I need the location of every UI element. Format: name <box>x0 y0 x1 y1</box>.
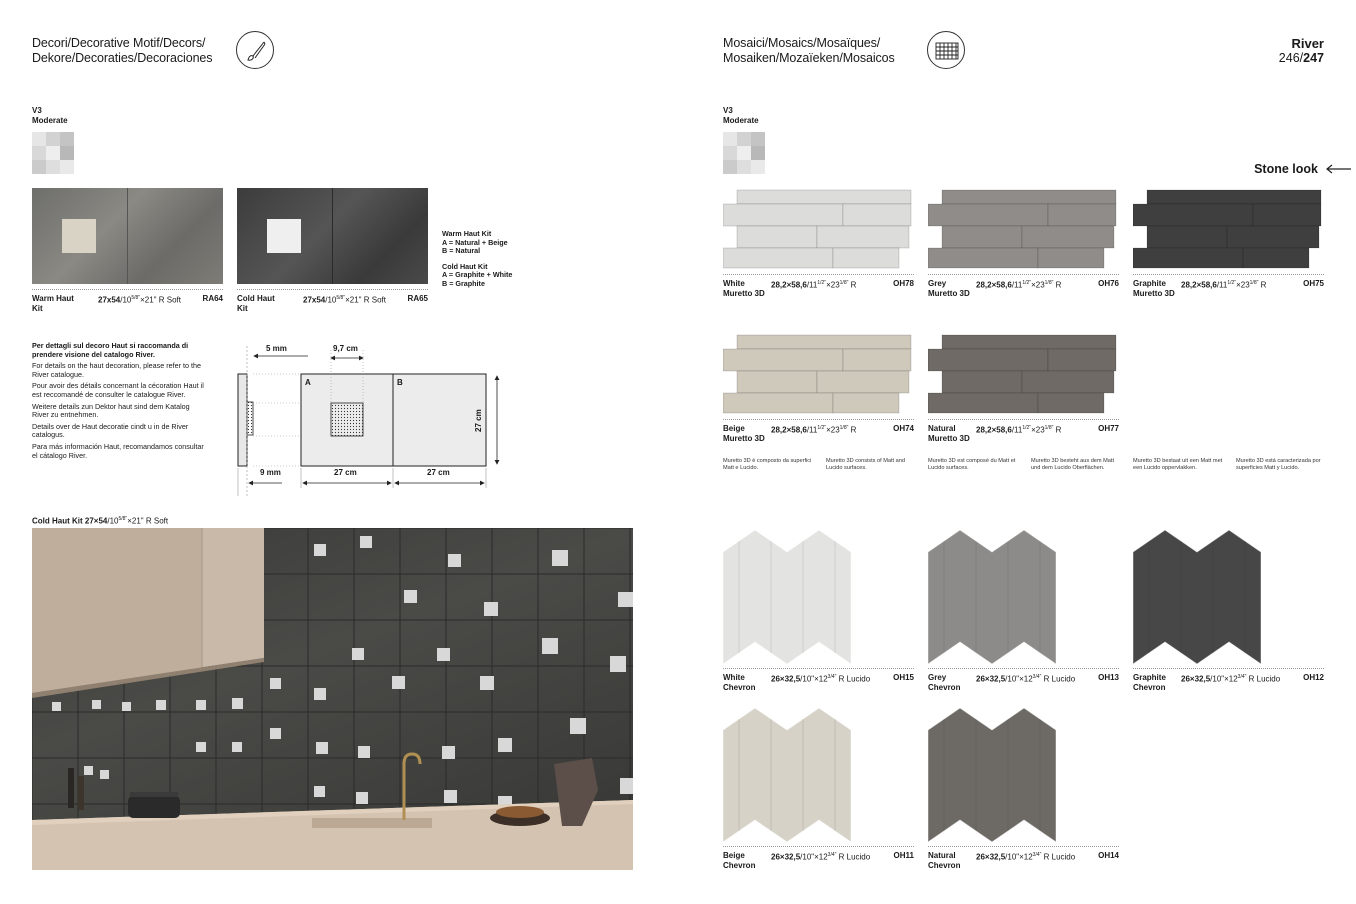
product-size: $26\times 32,5/10"\times 12^{3/4"}$ R Lucido <box>771 852 871 862</box>
product-code: OH76 <box>1098 279 1119 288</box>
note-es: Para más información Haut, recomandamos consultar el cátalogo River. <box>32 441 204 460</box>
desc-it: Muretto 3D è composto da superfici Matt e Lucido. <box>723 458 812 471</box>
warm-haut-kit-image <box>32 188 223 284</box>
product-name: Grey Muretto 3D <box>928 279 970 298</box>
product-name: Graphite Muretto 3D <box>1133 279 1175 298</box>
chevron-card <box>928 708 1119 872</box>
chevron-tile-image <box>1133 530 1263 664</box>
muretto-card <box>723 188 914 304</box>
product-size: $27x54/10^{5/8"}\times 21$" R Soft <box>98 295 181 305</box>
product-code: OH15 <box>893 673 914 682</box>
muretto-card <box>1133 188 1324 304</box>
note-en: For details on the haut decoration, please refer to the River catalogue. <box>32 361 202 379</box>
note-de: Weitere details zun Dektor haut sind dem Katalog River zu entnehmen. <box>32 401 190 420</box>
chevron-tile-image <box>723 708 853 842</box>
product-code: OH78 <box>893 279 914 288</box>
product-size: $28,2\times 58,6/11^{1/2"}\times 23^{1/8"}$ R <box>771 425 857 435</box>
product-code: OH77 <box>1098 424 1119 433</box>
chevron-tile-image <box>928 530 1058 664</box>
muretto-tile-image <box>1133 188 1324 272</box>
desc-nl: Muretto 3D bestaat uit een Matt met een Lucido oppervlakken. <box>1133 458 1223 471</box>
muretto-tile-image <box>723 333 914 417</box>
muretto-tile-image <box>723 188 914 272</box>
product-name: White Muretto 3D <box>723 279 765 298</box>
muretto-tile-image <box>928 333 1119 417</box>
left-page-header <box>32 36 212 66</box>
product-name: Natural Muretto 3D <box>928 424 970 443</box>
product-size: $28,2\times 58,6/11^{1/2"}\times 23^{1/8"}$ R <box>976 425 1062 435</box>
desc-en: Muretto 3D consists of Matt and Lucido surfaces. <box>826 458 905 471</box>
warm-kit-a: A = Natural + Beige <box>442 237 508 247</box>
cold-haut-kit-image <box>237 188 428 284</box>
product-size: $26\times 32,5/10"\times 12^{3/4"}$ R Lucido <box>976 674 1076 684</box>
product-name: Graphite Chevron <box>1133 673 1166 692</box>
product-code: OH13 <box>1098 673 1119 682</box>
catalogue-notes <box>32 342 204 463</box>
note-nl: Details over de Haut decoratie cindt u in de River catalogus. <box>32 421 189 440</box>
right-page-header <box>723 36 895 66</box>
brush-icon <box>236 31 274 69</box>
right-header-line-2: Mosaiken/Mozaïeken/Mosaicos <box>723 51 895 65</box>
chevron-card <box>723 708 914 872</box>
page-indicator <box>1279 36 1324 66</box>
product-name: Grey Chevron <box>928 673 961 692</box>
muretto-tile-image <box>928 188 1119 272</box>
warm-kit-b: B = Natural <box>442 246 481 256</box>
chevron-card <box>928 530 1119 694</box>
product-size: $28,2\times 58,6/11^{1/2"}\times 23^{1/8"}$ R <box>976 280 1062 290</box>
kitchen-photo <box>32 528 633 870</box>
mosaic-grid-icon <box>927 31 965 69</box>
product-code: OH75 <box>1303 279 1324 288</box>
product-code: OH12 <box>1303 673 1324 682</box>
chevron-tile-image <box>928 708 1058 842</box>
product-name: Warm Haut Kit <box>32 294 74 313</box>
brand-title: River <box>1291 36 1324 51</box>
photo-caption: Cold Haut Kit $27\times 54/10^{5/8"}\times 21$" R Soft <box>32 516 169 526</box>
product-code: RA64 <box>202 294 223 303</box>
cold-kit-a: A = Graphite + White <box>442 270 513 280</box>
variation-text: Moderate <box>723 116 759 125</box>
desc-de: Muretto 3D besteht aus dem Matt und dem Lucido Oberflächen. <box>1031 458 1115 471</box>
product-name: Natural Chevron <box>928 851 961 870</box>
product-size: $26\times 32,5/10"\times 12^{3/4"}$ R Lucido <box>976 852 1076 862</box>
desc-fr: Muretto 3D est composé du Matt et Lucido surfaces. <box>928 458 1016 471</box>
stone-look-tag <box>1254 162 1352 176</box>
right-variation-label <box>723 106 759 126</box>
product-size: $26\times 32,5/10"\times 12^{3/4"}$ R Lucido <box>771 674 871 684</box>
product-code: OH11 <box>893 851 914 860</box>
product-size: $26\times 32,5/10"\times 12^{3/4"}$ R Lucido <box>1181 674 1281 684</box>
product-size: $28,2\times 58,6/11^{1/2"}\times 23^{1/8"}$ R <box>771 280 857 290</box>
product-name: White Chevron <box>723 673 756 692</box>
dim-27cm-vertical: 27 cm <box>474 409 483 432</box>
warm-kit-title: Warm Haut Kit <box>442 229 492 238</box>
cold-kit-title: Cold Haut Kit <box>442 261 488 271</box>
product-code: OH74 <box>893 424 914 433</box>
left-header-line-1: Decori/Decorative Motif/Decors/ <box>32 36 206 50</box>
kit-dimension-diagram <box>232 338 502 498</box>
left-variation-label <box>32 106 68 126</box>
dim-9-7cm: 9,7 cm <box>333 344 358 353</box>
product-name: Beige Chevron <box>723 851 756 870</box>
stone-look-label: Stone look <box>1254 162 1318 176</box>
muretto-card <box>928 333 1119 449</box>
variation-code: V3 <box>723 106 733 115</box>
dim-9mm: 9 mm <box>260 468 281 477</box>
right-header-line-1: Mosaici/Mosaics/Mosaïques/ <box>723 36 881 50</box>
product-name: Beige Muretto 3D <box>723 424 765 443</box>
muretto-card <box>928 188 1119 304</box>
tile-label-b: B <box>397 378 403 387</box>
dim-5mm: 5 mm <box>266 344 287 353</box>
arrow-left-icon <box>1326 164 1352 174</box>
product-name: Cold Haut Kit <box>237 294 275 313</box>
product-size: $27x54/10^{5/8"}\times 21$" R Soft <box>303 295 386 305</box>
dim-27cm-b: 27 cm <box>427 468 450 477</box>
kit-composition-info <box>442 230 512 289</box>
desc-es: Muretto 3D está caracterizada por superficies Matt y Lucido. <box>1236 458 1321 471</box>
chevron-card <box>723 530 914 694</box>
chevron-tile-image <box>723 530 853 664</box>
product-code: OH14 <box>1098 851 1119 860</box>
product-code: RA65 <box>407 294 428 303</box>
chevron-card <box>1133 530 1324 694</box>
variation-swatch-right <box>723 132 765 174</box>
tile-label-a: A <box>305 378 311 387</box>
muretto-card <box>723 333 914 449</box>
variation-code: V3 <box>32 106 42 115</box>
note-fr: Pour avoir des détails concernant la cécoration Haut il est reccomandé de consulter le catalogue River. <box>32 381 204 399</box>
cold-kit-b: B = Graphite <box>442 278 485 288</box>
page-number: 246/247 <box>1278 51 1324 65</box>
note-it: Per dettagli sul decoro Haut si raccomanda di prendere visione del catalogo River. <box>32 341 189 359</box>
variation-swatch <box>32 132 74 174</box>
variation-text: Moderate <box>32 116 68 125</box>
product-size: $28,2\times 58,6/11^{1/2"}\times 23^{1/8"}$ R <box>1181 280 1267 290</box>
left-header-line-2: Dekore/Decoraties/Decoraciones <box>32 51 213 65</box>
dim-27cm-a: 27 cm <box>334 468 357 477</box>
